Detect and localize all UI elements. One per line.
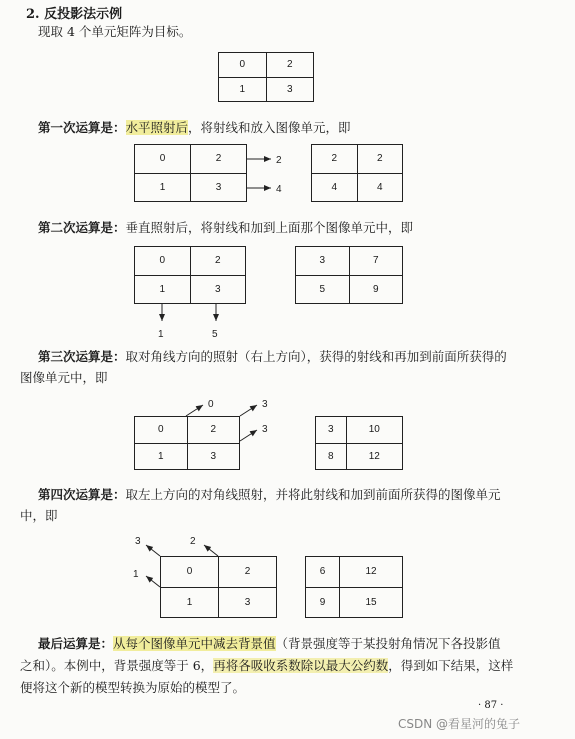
final-rest-1: （背景强度等于某投射角情况下各投影值 [275, 636, 501, 651]
ray-sum: 0 [208, 399, 214, 410]
matrix-cell: 6 [306, 557, 340, 588]
final-line3: 便将这个新的模型转换为原始的模型了。 [20, 680, 246, 695]
ray-sum: 1 [133, 569, 139, 580]
matrix-cell: 3 [316, 417, 347, 444]
final-line2-a: 之和）。本例中，背景强度等于 6， [20, 658, 214, 673]
matrix-cell: 7 [349, 247, 403, 276]
step4-label: 第四次运算是： [38, 487, 126, 502]
matrix-cell: 4 [312, 173, 358, 202]
matrix-cell: 2 [187, 417, 240, 444]
matrix-cell: 2 [312, 145, 358, 174]
matrix-cell: 9 [349, 275, 403, 304]
matrix-cell: 1 [161, 587, 219, 618]
step1-rest: ，将射线和放入图像单元，即 [188, 120, 351, 135]
matrix-cell: 0 [219, 53, 267, 78]
final-line2-b: ，得到如下结果，这样 [388, 658, 514, 673]
final-highlight-2: 再将各吸收系数除以最大公约数 [213, 658, 389, 673]
ray-sum: 3 [135, 536, 141, 547]
step3-line2: 图像单元中，即 [20, 370, 108, 385]
matrix-cell: 10 [346, 417, 402, 444]
section-heading: 2. 反投影法示例 [26, 7, 123, 22]
ray-sum: 3 [262, 399, 268, 410]
matrix-cell: 3 [266, 77, 314, 102]
ray-sum: 2 [276, 155, 282, 166]
final-line2 [20, 656, 513, 674]
matrix-cell: 12 [340, 557, 403, 588]
matrix-cell: 0 [161, 557, 219, 588]
final-highlight-1: 从每个图像单元中减去背景值 [113, 636, 276, 651]
step1-highlight: 水平照射后 [125, 120, 189, 135]
matrix-cell: 0 [135, 145, 191, 174]
ray-arrow-icon [240, 405, 257, 416]
ray-sum: 1 [158, 329, 164, 340]
matrix-cell: 2 [190, 247, 246, 276]
page-number: · 87 · [478, 700, 504, 711]
matrix-cell: 2 [266, 53, 314, 78]
matrix-cell: 3 [187, 443, 240, 470]
ray-arrow-icon [204, 545, 218, 556]
matrix-cell: 2 [191, 145, 247, 174]
matrix-cell: 3 [219, 587, 277, 618]
watermark: CSDN @看星河的兔子 [398, 717, 521, 731]
matrix-cell: 3 [190, 275, 246, 304]
ray-sum: 2 [190, 536, 196, 547]
final-line1 [38, 634, 501, 652]
matrix-cell: 2 [219, 557, 277, 588]
matrix-cell: 3 [296, 247, 350, 276]
step2-label: 第二次运算是： [38, 220, 126, 235]
matrix-cell: 0 [135, 417, 188, 444]
matrix-cell: 15 [340, 587, 403, 618]
ray-arrow-icon [146, 576, 160, 587]
ray-sum: 5 [212, 329, 218, 340]
matrix-cell: 3 [191, 173, 247, 202]
matrix-cell: 4 [357, 173, 403, 202]
matrix-cell: 2 [357, 145, 403, 174]
matrix-cell: 8 [316, 443, 347, 470]
step4-line1: 取左上方向的对角线照射，并将此射线和加到前面所获得的图像单元 [125, 487, 501, 502]
ray-arrow-icon [186, 405, 203, 416]
matrix-cell: 1 [135, 173, 191, 202]
step1-label: 第一次运算是： [38, 120, 126, 135]
ray-arrow-icon [240, 430, 257, 441]
matrix-cell: 0 [135, 247, 191, 276]
ray-arrow-icon [146, 545, 160, 556]
step3-label: 第三次运算是： [38, 349, 126, 364]
step3-line1: 取对角线方向的照射（右上方向），获得的射线和再加到前面所获得的 [125, 349, 507, 364]
step2-rest: 垂直照射后，将射线和加到上面那个图像单元中，即 [125, 220, 414, 235]
final-label: 最后运算是： [38, 636, 114, 651]
matrix-cell: 1 [219, 77, 267, 102]
matrix-cell: 9 [306, 587, 340, 618]
ray-sum: 3 [262, 424, 268, 435]
ray-sum: 4 [276, 184, 282, 195]
matrix-cell: 5 [296, 275, 350, 304]
matrix-cell: 1 [135, 443, 188, 470]
matrix-cell: 12 [346, 443, 402, 470]
intro-text: 现取 4 个单元矩阵为目标。 [38, 24, 192, 39]
matrix-cell: 1 [135, 275, 191, 304]
step4-line2: 中，即 [20, 508, 58, 523]
